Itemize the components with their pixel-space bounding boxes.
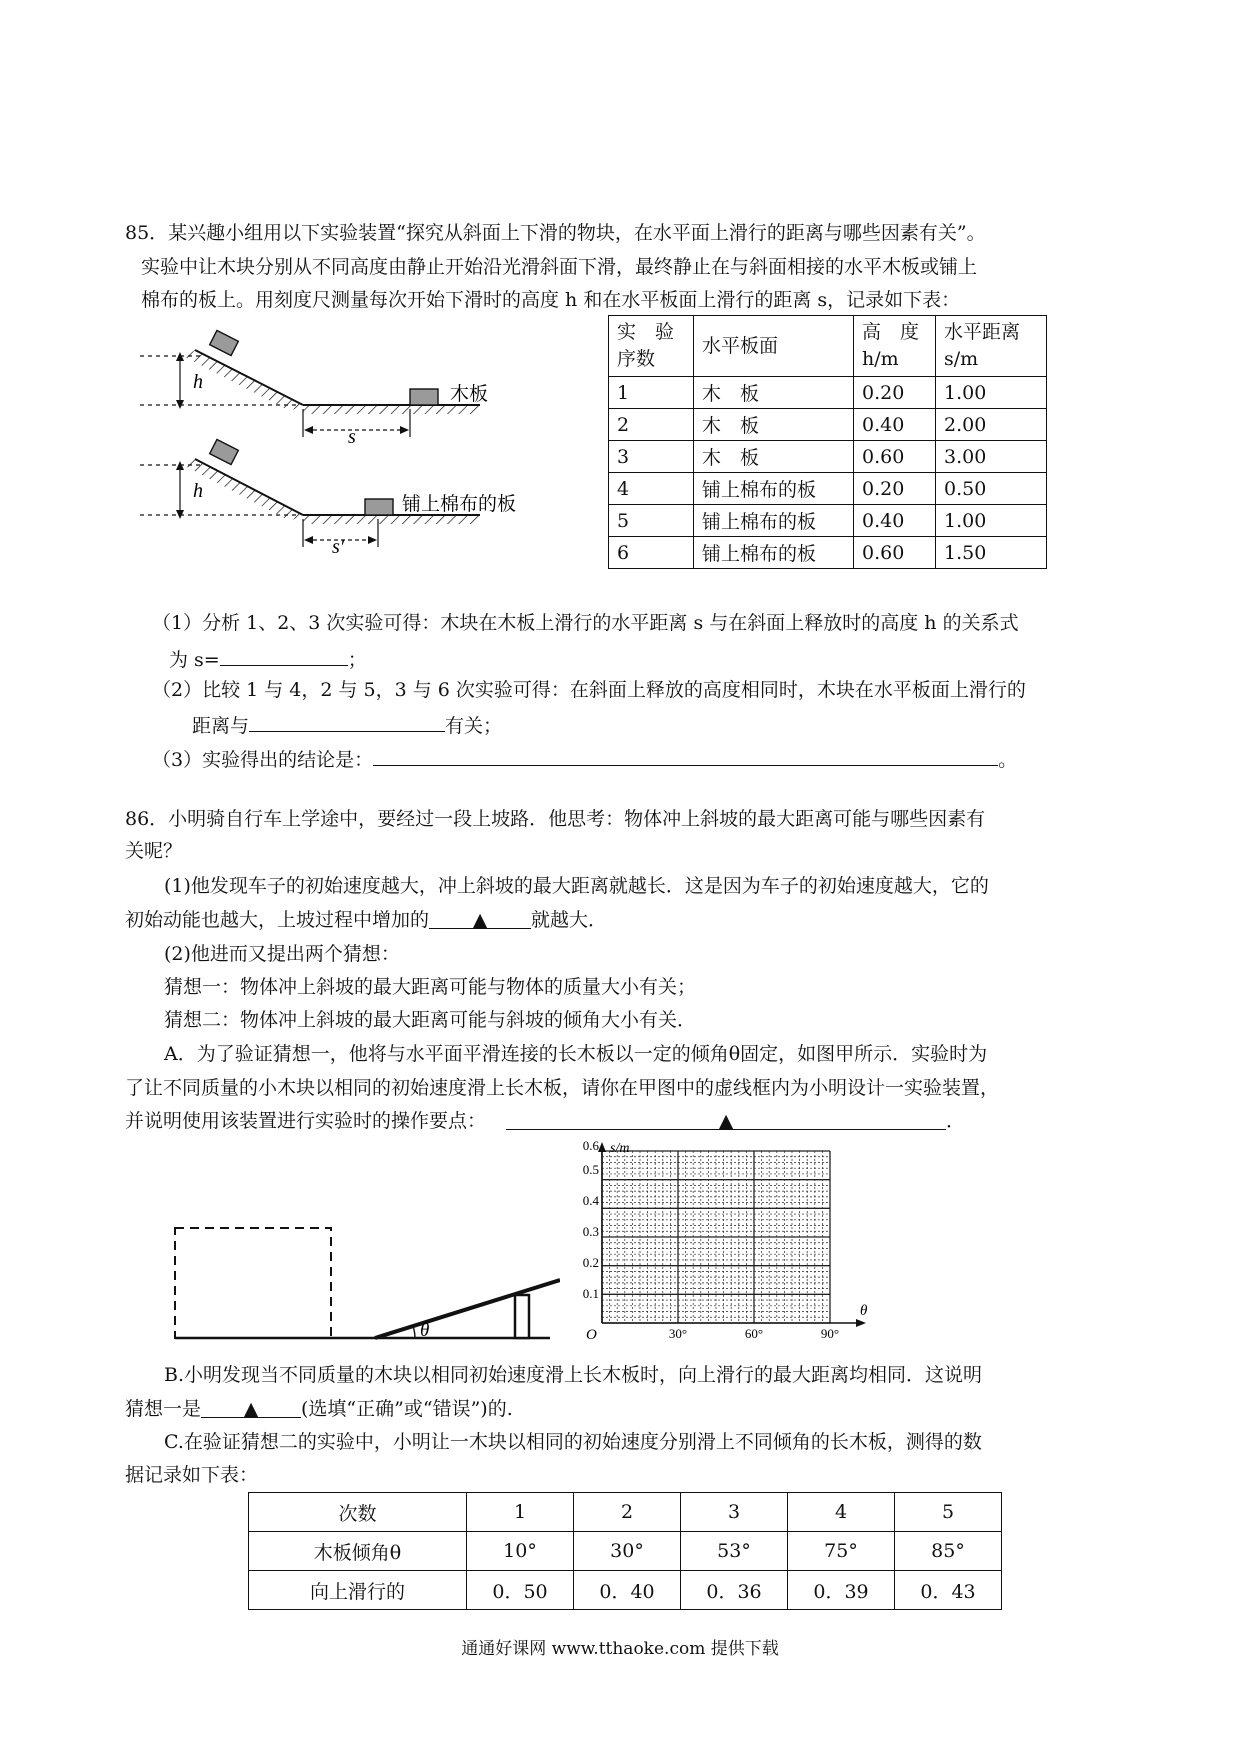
design-dashed-box — [175, 1228, 331, 1338]
label-wood-board: 木板 — [450, 383, 489, 405]
header-distance: 水平距离 s/m — [936, 316, 1047, 377]
answer-blank-conclusion[interactable] — [373, 743, 998, 766]
q86-guess2: 猜想二：物体冲上斜坡的最大距离可能与斜坡的倾角大小有关． — [164, 1009, 697, 1031]
answer-blank-factor[interactable] — [249, 709, 445, 732]
incline-setup-board — [140, 330, 488, 448]
support-block — [515, 1295, 529, 1338]
s-label-1: s — [348, 426, 356, 448]
q85-data-table — [608, 315, 1047, 569]
h-label-2: h — [193, 480, 203, 502]
q86-line2: 关呢？ — [125, 840, 183, 862]
table-row: 1 木 板 0.20 1.00 — [609, 377, 1047, 409]
graph-grid — [602, 1151, 830, 1323]
q86-data-table — [248, 1492, 1002, 1610]
q85-incline-figure — [140, 325, 550, 595]
q85-sub3: （3）实验得出的结论是： 。 — [152, 743, 1017, 774]
table-row: 向上滑行的 0．50 0．40 0．36 0．39 0．43 — [249, 1571, 1002, 1610]
q86-b-line1: B.小明发现当不同质量的木块以相同初始速度滑上长木板时，向上滑行的最大距离均相同．这说明 — [164, 1364, 983, 1386]
answer-blank-correct-wrong[interactable] — [201, 1395, 301, 1418]
block-on-board — [410, 389, 438, 405]
answer-blank-energy[interactable] — [429, 906, 531, 929]
y-tick-label: 0.5 — [582, 1162, 599, 1177]
q85-line1: 85．某兴趣小组用以下实验装置“探究从斜面上下滑的物块，在水平面上滑行的距离与哪些因素有关”。 — [125, 222, 986, 244]
page-footer: 通通好课网 www.tthaoke.com 提供下载 — [461, 1639, 779, 1659]
graph-s-theta — [570, 1140, 870, 1340]
q85-sub2-line1: （2）比较 1 与 4，2 与 5，3 与 6 次实验可得：在斜面上释放的高度相同时，木块在水平板面上滑行的 — [152, 679, 1026, 701]
q85-sub1-line1: （1）分析 1、2、3 次实验可得：木块在木板上滑行的水平距离 s 与在斜面上释放时的高度 h 的关系式 — [152, 612, 1019, 634]
label-cotton-board: 铺上棉布的板 — [402, 493, 517, 515]
header-surface: 水平板面 — [694, 316, 854, 377]
theta-label: θ — [420, 1320, 430, 1341]
origin-label: O — [586, 1327, 597, 1340]
q86-a-line1: A．为了验证猜想一，他将与水平面平滑连接的长木板以一定的倾角θ固定，如图甲所示．实验时为 — [164, 1043, 988, 1065]
q86-a-line3: 并说明使用该装置进行实验时的操作要点： ▲ ． — [125, 1107, 965, 1135]
q86-line1: 86．小明骑自行车上学途中，要经过一段上坡路．他思考：物体冲上斜坡的最大距离可能与哪些因素有 — [125, 808, 986, 830]
block-on-incline-2 — [210, 439, 239, 464]
table-row: 4 铺上棉布的板 0.20 0.50 — [609, 473, 1047, 505]
block-on-cotton-board — [365, 499, 393, 515]
x-tick-label: 90° — [820, 1326, 840, 1340]
block-on-incline-1 — [210, 330, 239, 355]
table-row: 3 木 板 0.60 3.00 — [609, 441, 1047, 473]
table-row: 次数 1 2 3 4 5 — [249, 1493, 1002, 1532]
y-tick-label: 0.6 — [582, 1140, 599, 1153]
x-tick-label: 60° — [744, 1326, 764, 1340]
q86-guess1: 猜想一：物体冲上斜坡的最大距离可能与物体的质量大小有关； — [164, 976, 697, 998]
incline-setup-cotton — [140, 439, 516, 558]
q86-p1-line1: (1)他发现车子的初始速度越大，冲上斜坡的最大距离就越长．这是因为车子的初始速度越大，它的 — [164, 875, 989, 897]
table-header-row — [609, 316, 1047, 377]
table-row: 5 铺上棉布的板 0.40 1.00 — [609, 505, 1047, 537]
y-tick-label: 0.4 — [582, 1193, 599, 1208]
answer-blank-procedure[interactable] — [506, 1107, 946, 1130]
h-label-1: h — [193, 371, 203, 393]
table-row: 6 铺上棉布的板 0.60 1.50 — [609, 537, 1047, 569]
table-row: 2 木 板 0.40 2.00 — [609, 409, 1047, 441]
q85-line3: 棉布的板上。用刻度尺测量每次开始下滑时的高度 h 和在水平板面上滑行的距离 s，记录如下表： — [141, 289, 961, 311]
s-prime-label: s′ — [332, 536, 345, 558]
q85-line2: 实验中让木块分别从不同高度由静止开始沿光滑斜面下滑，最终静止在与斜面相接的水平木板或铺上 — [141, 256, 978, 278]
answer-blank-s[interactable] — [220, 643, 348, 666]
table-row: 木板倾角θ 10° 30° 53° 75° 85° — [249, 1532, 1002, 1571]
header-height: 高 度 h/m — [854, 316, 936, 377]
answer-marker: ▲ — [718, 1110, 734, 1132]
header-trial: 实 验 序数 — [609, 316, 694, 377]
q86-b-line2: 猜想一是 ▲ (选填“正确”或“错误”)的. — [125, 1395, 513, 1423]
q86-c-line2: 据记录如下表： — [125, 1464, 259, 1486]
q86-c-line1: C.在验证猜想二的实验中，小明让一木块以相同的初始速度分别滑上不同倾角的长木板，测得的数 — [164, 1431, 982, 1453]
answer-marker: ▲ — [243, 1398, 259, 1420]
y-tick-label: 0.1 — [582, 1286, 599, 1301]
answer-marker: ▲ — [472, 909, 488, 931]
q86-p1-line2: 初始动能也越大，上坡过程中增加的 ▲ 就越大． — [125, 906, 607, 934]
x-tick-label: 30° — [668, 1326, 688, 1340]
q86-a-line2: 了让不同质量的小木块以相同的初始速度滑上长木板，请你在甲图中的虚线框内为小明设计一实验装置， — [125, 1077, 1000, 1099]
y-tick-label: 0.3 — [582, 1224, 599, 1239]
q86-p2: (2)他进而又提出两个猜想： — [164, 943, 400, 965]
y-axis-label: s/m — [610, 1141, 630, 1156]
q85-sub2-line2: 距离与 有关； — [192, 709, 502, 740]
q85-sub1-line2: 为 s= ； — [169, 643, 367, 674]
y-tick-label: 0.2 — [582, 1255, 599, 1270]
figure-jia-incline — [170, 1225, 560, 1345]
x-axis-label: θ — [860, 1303, 868, 1319]
